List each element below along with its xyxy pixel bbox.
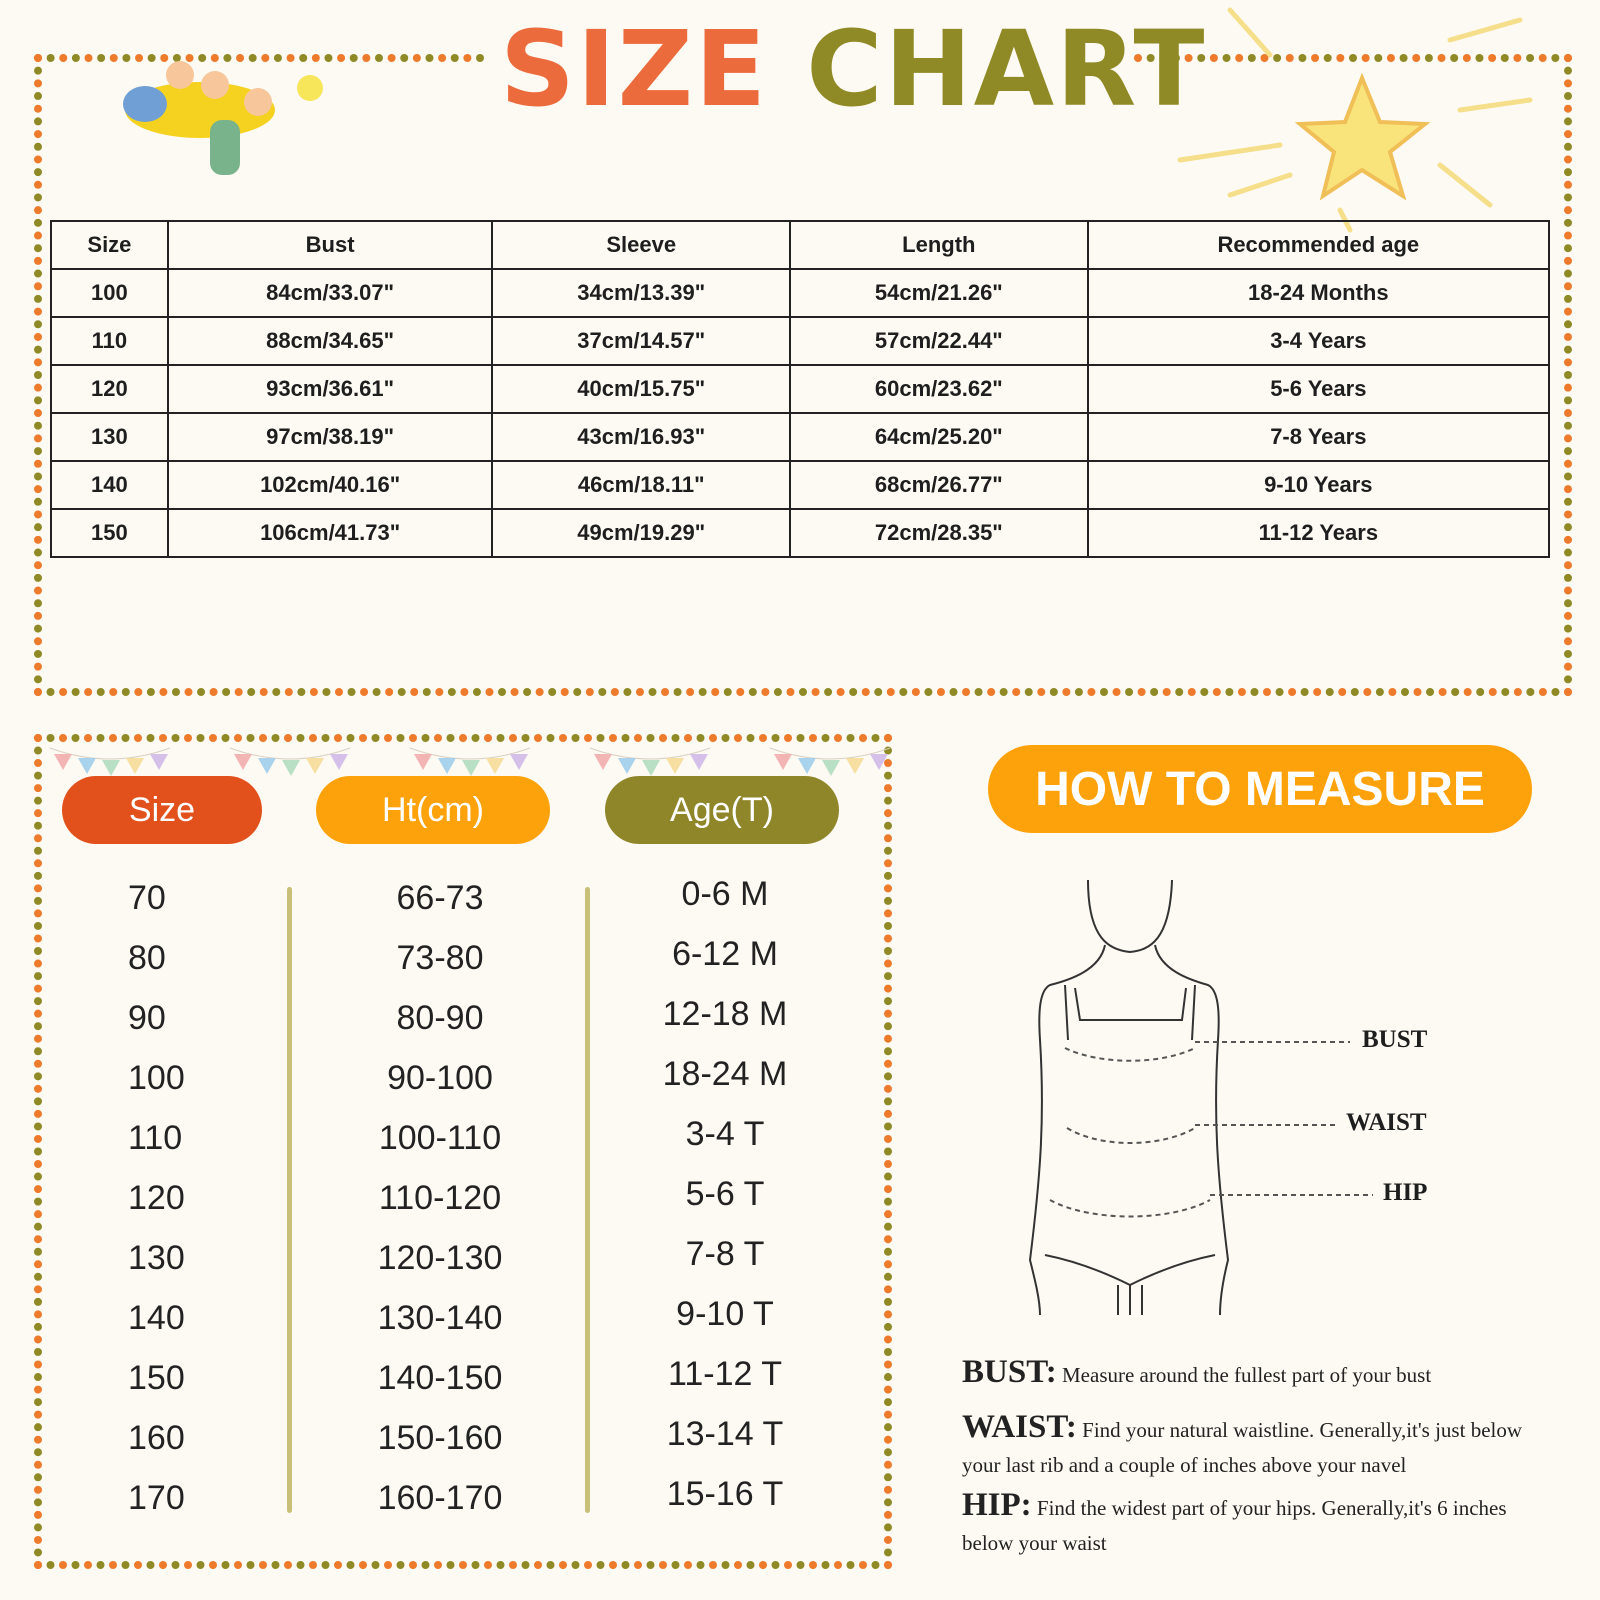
list-item: 130-140 <box>377 1299 503 1337</box>
title-chart: CHART <box>806 8 1207 130</box>
list-item: 100 <box>128 1059 185 1097</box>
table-row <box>51 317 1549 365</box>
list-item: 70 <box>128 879 166 917</box>
cell-sleeve: 40cm/15.75" <box>492 365 790 413</box>
header-sleeve: Sleeve <box>492 221 790 269</box>
list-item: 120-130 <box>377 1239 503 1277</box>
waist-term: WAIST: <box>962 1409 1077 1445</box>
bunting-flags-icon <box>50 748 890 776</box>
list-item: 90-100 <box>387 1059 493 1097</box>
cell-sleeve: 49cm/19.29" <box>492 509 790 557</box>
list-item: 170 <box>128 1479 185 1517</box>
list-item: 150-160 <box>377 1419 503 1457</box>
title-size: SIZE <box>500 8 769 130</box>
list-item: 100-110 <box>378 1119 502 1157</box>
table-row <box>51 461 1549 509</box>
height-column <box>360 880 520 1540</box>
cell-age: 9-10 Years <box>1088 461 1549 509</box>
cell-age: 3-4 Years <box>1088 317 1549 365</box>
hip-text: Find the widest part of your hips. Generally,it's 6 inches below your waist <box>962 1496 1507 1555</box>
list-item: 18-24 M <box>662 1055 788 1093</box>
page-title <box>500 8 1207 130</box>
list-item: 130 <box>128 1239 185 1277</box>
list-item: 160 <box>128 1419 185 1457</box>
size-measurement-table <box>50 220 1550 558</box>
list-item: 110-120 <box>378 1179 502 1217</box>
column-divider <box>287 887 292 1513</box>
how-to-measure-heading: HOW TO MEASURE <box>988 745 1532 833</box>
header-length: Length <box>790 221 1088 269</box>
cell-bust: 84cm/33.07" <box>168 269 493 317</box>
hip-instruction <box>962 1488 1562 1561</box>
size-pill: Size <box>62 776 262 844</box>
list-item: 150 <box>128 1359 185 1397</box>
size-column <box>128 880 268 1540</box>
table-row <box>51 269 1549 317</box>
cell-sleeve: 34cm/13.39" <box>492 269 790 317</box>
list-item: 66-73 <box>396 879 484 917</box>
list-item: 3-4 T <box>685 1115 765 1153</box>
cell-age: 11-12 Years <box>1088 509 1549 557</box>
cell-age: 18-24 Months <box>1088 269 1549 317</box>
list-item: 110 <box>128 1119 183 1157</box>
list-item: 140 <box>128 1299 185 1337</box>
hip-label: HIP <box>1383 1179 1428 1206</box>
cell-bust: 102cm/40.16" <box>168 461 493 509</box>
waist-text: Find your natural waistline. Generally,it's just below your last rib and a couple of inches above your navel <box>962 1418 1523 1477</box>
cell-age: 7-8 Years <box>1088 413 1549 461</box>
list-item: 5-6 T <box>685 1175 765 1213</box>
table-row <box>51 413 1549 461</box>
header-recommended-age: Recommended age <box>1088 221 1549 269</box>
age-pill: Age(T) <box>605 776 839 844</box>
cell-bust: 88cm/34.65" <box>168 317 493 365</box>
list-item: 6-12 M <box>672 935 778 973</box>
cell-sleeve: 43cm/16.93" <box>492 413 790 461</box>
header-size: Size <box>51 221 168 269</box>
height-pill: Ht(cm) <box>316 776 550 844</box>
bust-term: BUST: <box>962 1354 1057 1390</box>
cell-sleeve: 37cm/14.57" <box>492 317 790 365</box>
header-bust: Bust <box>168 221 493 269</box>
bust-label: BUST <box>1362 1026 1428 1053</box>
list-item: 12-18 M <box>662 995 788 1033</box>
cell-length: 64cm/25.20" <box>790 413 1088 461</box>
cell-length: 72cm/28.35" <box>790 509 1088 557</box>
cell-age: 5-6 Years <box>1088 365 1549 413</box>
list-item: 0-6 M <box>681 875 769 913</box>
bust-text: Measure around the fullest part of your bust <box>1062 1363 1432 1387</box>
table-row <box>51 365 1549 413</box>
cell-length: 68cm/26.77" <box>790 461 1088 509</box>
cell-size: 130 <box>51 413 168 461</box>
cell-sleeve: 46cm/18.11" <box>492 461 790 509</box>
cell-length: 54cm/21.26" <box>790 269 1088 317</box>
airplane-illustration-icon <box>123 61 323 175</box>
cell-length: 57cm/22.44" <box>790 317 1088 365</box>
waist-label: WAIST <box>1346 1109 1427 1136</box>
column-divider <box>585 887 590 1513</box>
cell-size: 150 <box>51 509 168 557</box>
list-item: 9-10 T <box>676 1295 774 1333</box>
list-item: 7-8 T <box>685 1235 765 1273</box>
cell-bust: 97cm/38.19" <box>168 413 493 461</box>
bust-instruction <box>962 1355 1562 1393</box>
list-item: 160-170 <box>377 1479 503 1517</box>
star-icon <box>1180 10 1530 230</box>
list-item: 80 <box>128 939 166 977</box>
list-item: 140-150 <box>377 1359 503 1397</box>
list-item: 90 <box>128 999 166 1037</box>
table-header-row <box>51 221 1549 269</box>
cell-size: 120 <box>51 365 168 413</box>
list-item: 80-90 <box>396 999 484 1037</box>
hip-term: HIP: <box>962 1487 1032 1523</box>
list-item: 15-16 T <box>666 1475 784 1513</box>
list-item: 11-12 T <box>667 1355 783 1393</box>
cell-size: 140 <box>51 461 168 509</box>
cell-length: 60cm/23.62" <box>790 365 1088 413</box>
list-item: 13-14 T <box>666 1415 784 1453</box>
body-figure-icon <box>1030 880 1373 1315</box>
list-item: 73-80 <box>396 939 484 977</box>
table-row <box>51 509 1549 557</box>
cell-bust: 93cm/36.61" <box>168 365 493 413</box>
cell-size: 100 <box>51 269 168 317</box>
list-item: 120 <box>128 1179 185 1217</box>
cell-size: 110 <box>51 317 168 365</box>
cell-bust: 106cm/41.73" <box>168 509 493 557</box>
waist-instruction <box>962 1410 1562 1483</box>
age-column <box>640 876 810 1536</box>
